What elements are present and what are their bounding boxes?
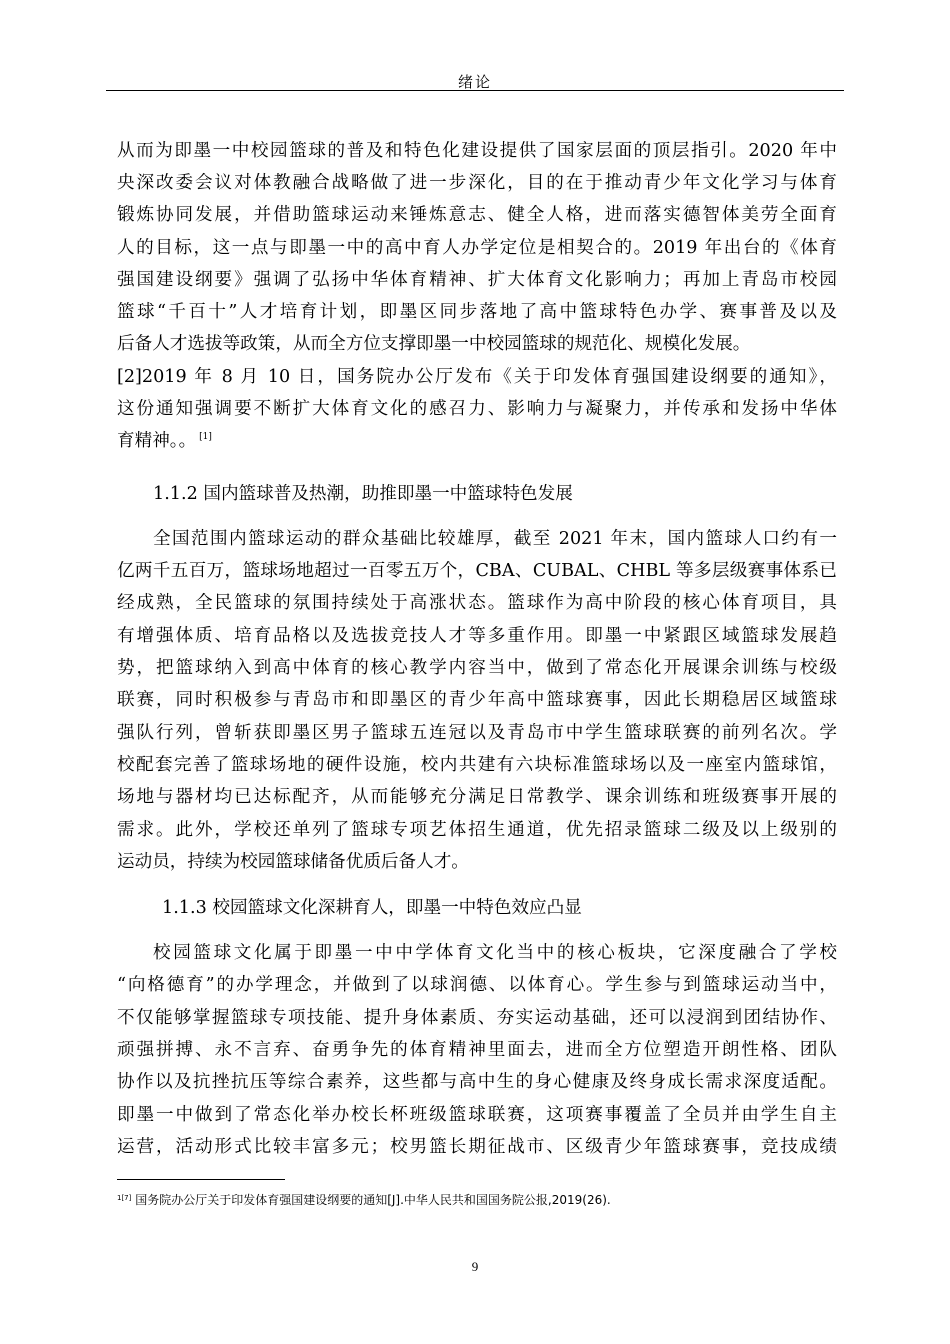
body-line-with-citation <box>117 426 837 456</box>
body-line: 后备人才选拔等政策，从而全方位支撑即墨一中校园篮球的规范化、规模化发展。 <box>117 334 751 354</box>
body-line: 即墨一中做到了常态化举办校长杯班级篮球联赛，这项赛事覆盖了全员并由学生自主 <box>117 1105 837 1125</box>
body-line: 势，把篮球纳入到高中体育的核心教学内容当中，做到了常态化开展课余训练与校级 <box>117 658 837 678</box>
citation-mark: [1] <box>199 432 212 442</box>
body-line: 人的目标，这一点与即墨一中的高中育人办学定位是相契合的。2019 年出台的《体育 <box>117 238 837 258</box>
page-header-title: 绪论 <box>457 73 492 91</box>
body-line: 需求。此外，学校还单列了篮球专项艺体招生通道，优先招录篮球二级及以上级别的 <box>117 820 837 840</box>
body-line: 校配套完善了篮球场地的硬件设施，校内共建有六块标准篮球场以及一座室内篮球馆， <box>117 755 837 775</box>
footnote-text: 国务院办公厅关于印发体育强国建设纲要的通知[J].中华人民共和国国务院公报,2019(26). <box>131 1193 611 1207</box>
body-line: 强队行列，曾斩获即墨区男子篮球五连冠以及青岛市中学生篮球联赛的前列名次。学 <box>117 723 837 743</box>
body-line: 全国范围内篮球运动的群众基础比较雄厚，截至 2021 年末，国内篮球人口约有一 <box>153 529 837 549</box>
body-line: 运动员，持续为校园篮球储备优质后备人才。 <box>117 852 469 872</box>
body-line: 协作以及抗挫抗压等综合素养，这些都与高中生的身心健康及终身成长需求深度适配。 <box>117 1072 837 1092</box>
body-line: 锻炼协同发展，并借助篮球运动来锤炼意志、健全人格，进而落实德智体美劳全面育 <box>117 205 837 225</box>
footnote-separator <box>117 1179 285 1180</box>
body-line-text: 育精神。。 <box>117 431 197 451</box>
header-rule <box>106 90 844 91</box>
body-line: 经成熟，全民篮球的氛围持续处于高涨状态。篮球作为高中阶段的核心体育项目，具 <box>117 593 837 613</box>
body-line: 从而为即墨一中校园篮球的普及和特色化建设提供了国家层面的顶层指引。2020 年中 <box>117 141 837 161</box>
body-line: 强国建设纲要》强调了弘扬中华体育精神、扩大体育文化影响力；再加上青岛市校园 <box>117 270 837 290</box>
section-heading-1-1-2: 1.1.2 国内篮球普及热潮，助推即墨一中篮球特色发展 <box>153 484 573 504</box>
body-line: 有增强体质、培育品格以及选拔竞技人才等多重作用。即墨一中紧跟区域篮球发展趋 <box>117 626 837 646</box>
body-line: 场地与器材均已达标配齐，从而能够充分满足日常教学、课余训练和班级赛事开展的 <box>117 787 837 807</box>
footnote-mark: 1[7] <box>117 1194 132 1202</box>
body-line: 央深改委会议对体教融合战略做了进一步深化，目的在于推动青少年文化学习与体育 <box>117 173 837 193</box>
page-number: 9 <box>471 1259 479 1274</box>
section-heading-1-1-3: 1.1.3 校园篮球文化深耕育人，即墨一中特色效应凸显 <box>162 898 582 918</box>
footnote <box>117 1190 837 1210</box>
body-line: [2]2019 年 8 月 10 日，国务院办公厅发布《关于印发体育强国建设纲要的通知》， <box>117 367 837 387</box>
body-line: “向格德育”的办学理念，并做到了以球润德、以体育心。学生参与到篮球运动当中， <box>117 975 837 995</box>
body-line: 这份通知强调要不断扩大体育文化的感召力、影响力与凝聚力，并传承和发扬中华体 <box>117 399 837 419</box>
body-line: 运营，活动形式比较丰富多元；校男篮长期征战市、区级青少年篮球赛事，竞技成绩 <box>117 1137 837 1157</box>
body-line: 亿两千五百万，篮球场地超过一百零五万个，CBA、CUBAL、CHBL 等多层级赛事体系已 <box>117 561 837 581</box>
body-line: 篮球“千百十”人才培育计划，即墨区同步落地了高中篮球特色办学、赛事普及以及 <box>117 302 837 322</box>
body-line: 顽强拼搏、永不言弃、奋勇争先的体育精神里面去，进而全方位塑造开朗性格、团队 <box>117 1040 837 1060</box>
body-line: 校园篮球文化属于即墨一中中学体育文化当中的核心板块，它深度融合了学校 <box>153 943 837 963</box>
body-line: 不仅能够掌握篮球专项技能、提升身体素质、夯实运动基础，还可以浸润到团结协作、 <box>117 1008 837 1028</box>
body-line: 联赛，同时积极参与青岛市和即墨区的青少年高中篮球赛事，因此长期稳居区域篮球 <box>117 690 837 710</box>
